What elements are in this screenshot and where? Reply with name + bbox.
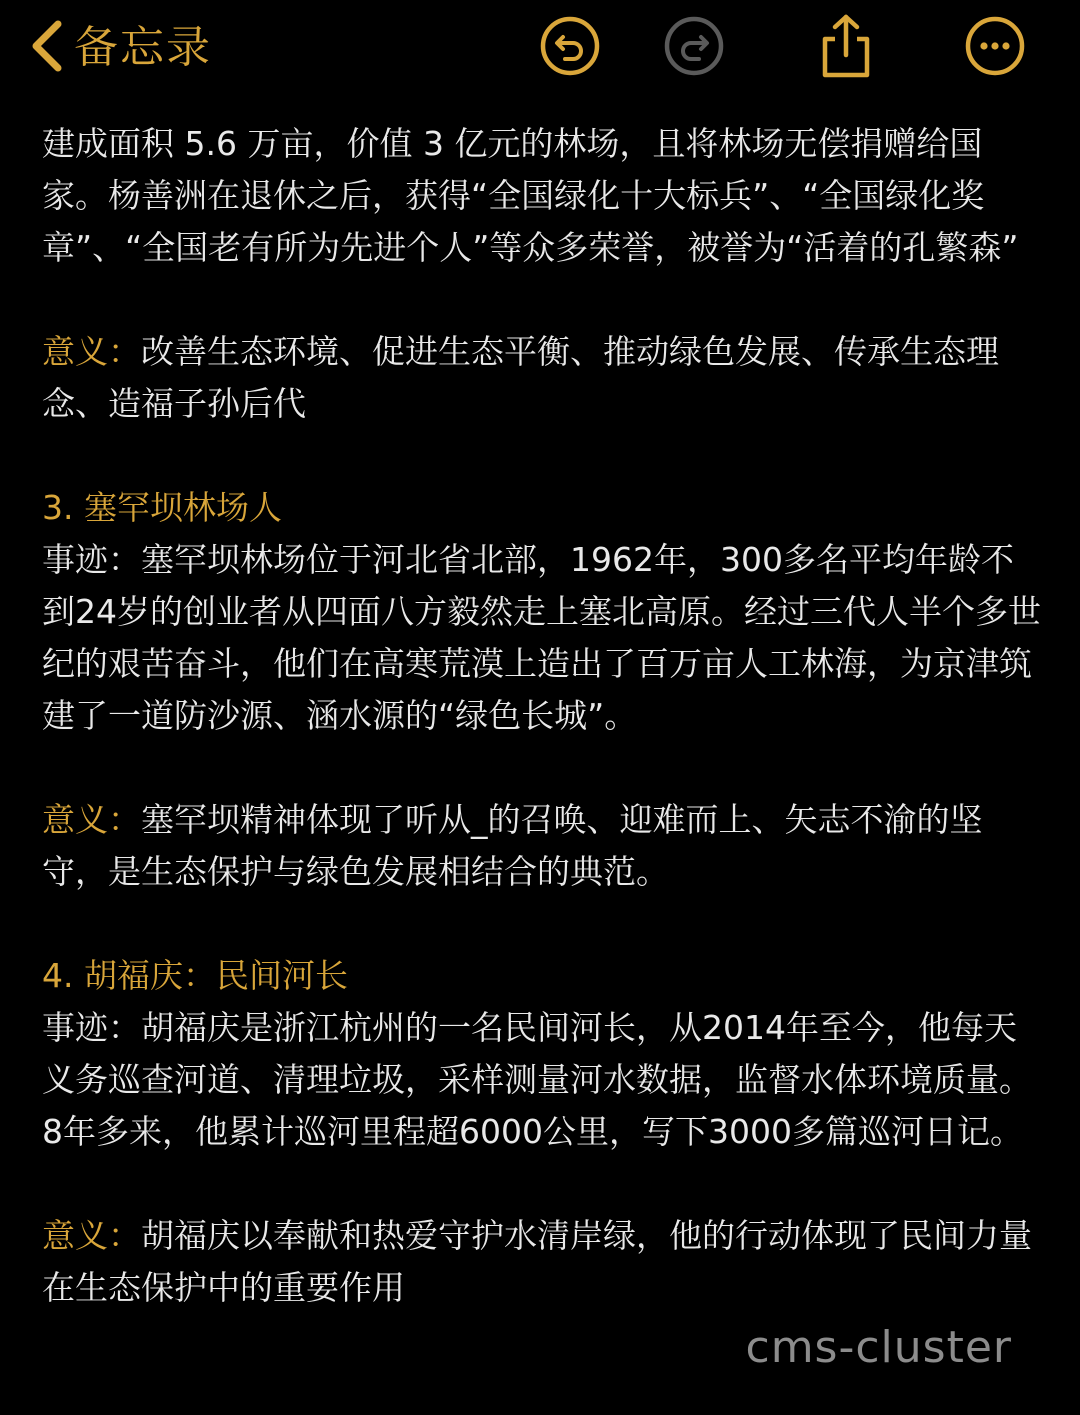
back-label: 备忘录 [74, 22, 212, 73]
section-heading: 3. 塞罕坝林场人 [42, 488, 282, 527]
share-button[interactable] [814, 16, 878, 80]
blank-line [42, 274, 1042, 326]
deeds-paragraph [42, 534, 1042, 742]
meaning-text: 塞罕坝精神体现了听从_的召唤、迎难而上、矢志不渝的坚守，是生态保护与绿色发展相结合的典范。 [42, 800, 983, 891]
redo-icon [663, 15, 725, 81]
watermark: cms-cluster [745, 1322, 1012, 1373]
share-icon [815, 13, 877, 83]
meaning-text: 胡福庆以奉献和热爱守护水清岸绿，他的行动体现了民间力量在生态保护中的重要作用 [42, 1216, 1032, 1307]
chevron-left-icon [30, 20, 64, 76]
blank-line [42, 430, 1042, 482]
undo-button[interactable] [538, 16, 602, 80]
meaning-paragraph [42, 326, 1042, 430]
more-button[interactable] [963, 16, 1027, 80]
redo-button[interactable] [662, 16, 726, 80]
meaning-paragraph [42, 794, 1042, 898]
deeds-label: 事迹： [42, 540, 141, 579]
back-button[interactable] [30, 18, 212, 78]
section-heading: 4. 胡福庆：民间河长 [42, 956, 348, 995]
note-body[interactable] [42, 118, 1042, 1314]
deeds-label: 事迹： [42, 1008, 141, 1047]
meaning-label: 意义： [42, 800, 141, 839]
deeds-paragraph [42, 1002, 1042, 1158]
meaning-label: 意义： [42, 332, 141, 371]
meaning-label: 意义： [42, 1216, 141, 1255]
blank-line [42, 898, 1042, 950]
meaning-paragraph [42, 1210, 1042, 1314]
note-paragraph: 建成面积 5.6 万亩，价值 3 亿元的林场，且将林场无偿捐赠给国家。杨善洲在退休之后，获得“全国绿化十大标兵”、“全国绿化奖章”、“全国老有所为先进个人”等众多荣誉，被誉为“活着的孔繁森” [42, 124, 1019, 267]
deeds-text: 胡福庆是浙江杭州的一名民间河长，从2014年至今，他每天义务巡查河道、清理垃圾，采样测量河水数据，监督水体环境质量。8年多来，他累计巡河里程超6000公里，写下3000多篇巡河日记。 [42, 1008, 1032, 1151]
undo-icon [539, 15, 601, 81]
more-icon [964, 15, 1026, 81]
deeds-text: 塞罕坝林场位于河北省北部，1962年，300多名平均年龄不到24岁的创业者从四面八方毅然走上塞北高原。经过三代人半个多世纪的艰苦奋斗，他们在高寒荒漠上造出了百万亩人工林海，为京津筑建了一道防沙源、涵水源的“绿色长城”。 [42, 540, 1041, 735]
blank-line [42, 742, 1042, 794]
blank-line [42, 1158, 1042, 1210]
navigation-bar [0, 0, 1080, 100]
meaning-text: 改善生态环境、促进生态平衡、推动绿色发展、传承生态理念、造福子孙后代 [42, 332, 999, 423]
